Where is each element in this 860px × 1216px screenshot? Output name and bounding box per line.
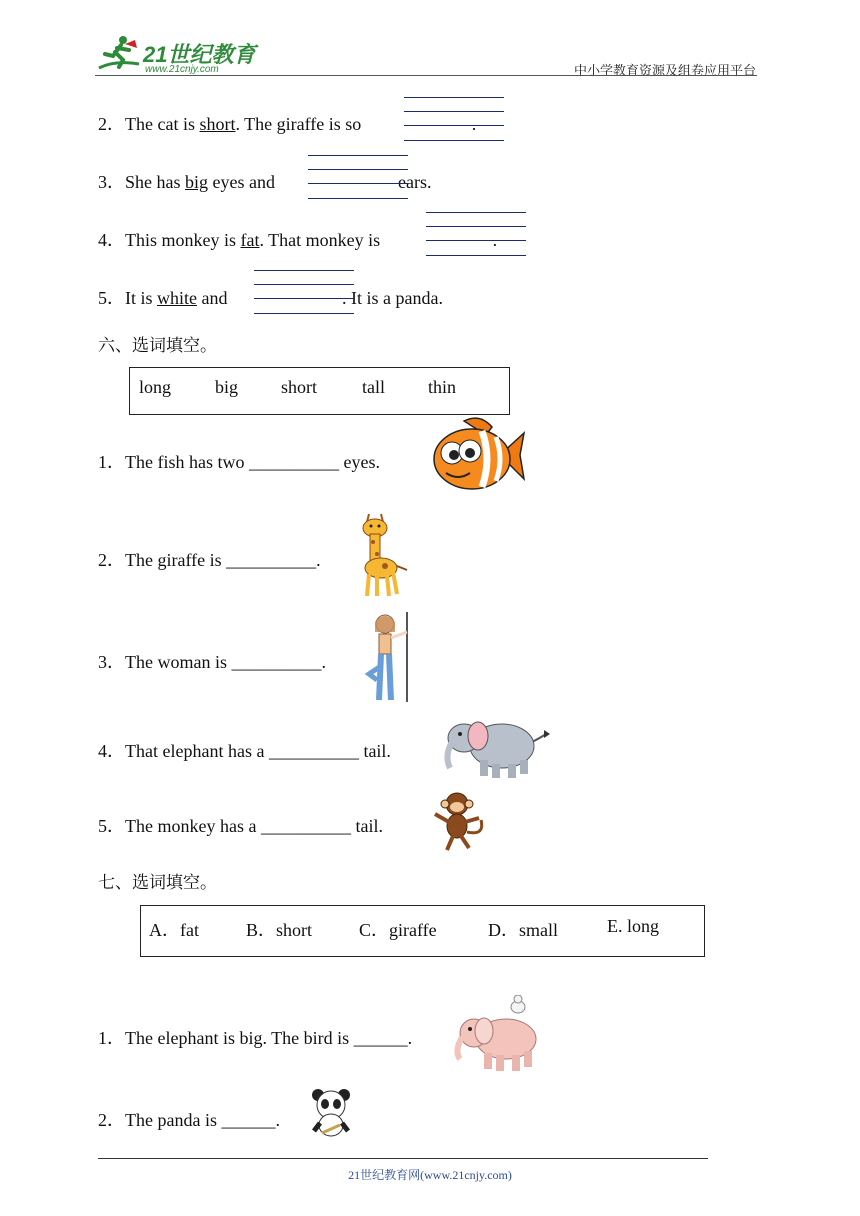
answer-blank-lines[interactable] <box>308 155 408 201</box>
footer-rule <box>98 1158 708 1159</box>
elephant-icon <box>440 712 550 780</box>
header-rule <box>95 75 757 76</box>
question-text: She has <box>125 172 185 192</box>
logo-text: 21世纪教育 <box>143 42 256 67</box>
question-text: This monkey is <box>125 230 241 250</box>
question-number: 1． <box>98 1028 125 1048</box>
part7-question-2 <box>98 1106 280 1132</box>
question-text: It is <box>125 288 158 308</box>
part6-question-3 <box>98 648 326 674</box>
question-text: The giraffe is __________. <box>125 550 321 570</box>
underlined-word: white <box>157 288 198 308</box>
question-text: . <box>492 230 498 250</box>
part6-question-1 <box>98 448 380 474</box>
word-bank-item: short <box>281 377 317 397</box>
section-7-title: 七、选词填空。 <box>98 873 217 893</box>
option-item: A．fat <box>149 920 199 940</box>
runner-logo-icon <box>95 34 141 74</box>
question-text: . It is a panda. <box>342 288 443 308</box>
question-number: 3． <box>98 652 125 672</box>
site-logo <box>95 34 265 78</box>
footer-text: 21世纪教育网(www.21cnjy.com) <box>348 1168 512 1182</box>
question-text: . <box>471 114 477 134</box>
section-6-title: 六、选词填空。 <box>98 336 217 356</box>
part6-question-2 <box>98 546 321 572</box>
option-item: E. long <box>607 916 659 936</box>
word-bank-item: big <box>215 377 239 397</box>
underlined-word: big <box>185 172 209 192</box>
monkey-icon <box>425 790 491 854</box>
question-text: The elephant is big. The bird is ______. <box>125 1028 413 1048</box>
question-number: 5． <box>98 288 125 308</box>
panda-icon <box>308 1087 354 1139</box>
word-bank-item: tall <box>362 377 385 397</box>
question-text: The panda is ______. <box>125 1110 280 1130</box>
clownfish-icon <box>430 415 526 497</box>
question-number: 3． <box>98 172 125 192</box>
part6-question-4 <box>98 737 391 763</box>
question-text: That elephant has a __________ tail. <box>125 741 391 761</box>
options-box <box>140 905 705 957</box>
question-number: 1． <box>98 452 125 472</box>
answer-blank-lines[interactable] <box>404 97 504 143</box>
answer-blank-lines[interactable] <box>426 212 526 258</box>
part6-question-5 <box>98 812 383 838</box>
question-text: ears. <box>393 172 432 192</box>
question-text: eyes and <box>208 172 280 192</box>
part7-question-1 <box>98 1024 412 1050</box>
underlined-word: fat <box>240 230 260 250</box>
header-tagline: 中小学教育资源及组卷应用平台 <box>573 64 756 79</box>
elephant-bird-icon <box>452 995 544 1073</box>
question-number: 2． <box>98 114 125 134</box>
giraffe-icon <box>355 510 413 600</box>
question-text: . That monkey is <box>259 230 385 250</box>
question-text: The cat is <box>125 114 200 134</box>
word-bank-item: long <box>139 377 172 397</box>
answer-blank-lines[interactable] <box>254 270 354 316</box>
woman-icon <box>363 610 413 704</box>
question-text: and <box>197 288 233 308</box>
question-text: The woman is __________. <box>125 652 326 672</box>
question-text: . The giraffe is so <box>235 114 366 134</box>
word-bank-item: thin <box>428 377 457 397</box>
question-number: 2． <box>98 550 125 570</box>
question-number: 5． <box>98 816 125 836</box>
question-number: 4． <box>98 741 125 761</box>
question-number: 2． <box>98 1110 125 1130</box>
option-item: D．small <box>488 920 558 940</box>
question-text: The monkey has a __________ tail. <box>125 816 383 836</box>
option-item: C．giraffe <box>359 920 437 940</box>
word-bank-box <box>129 367 510 415</box>
underlined-word: short <box>199 114 236 134</box>
question-number: 4． <box>98 230 125 250</box>
option-item: B．short <box>246 920 313 940</box>
logo-url: www.21cnjy.com <box>145 64 219 75</box>
question-text: The fish has two __________ eyes. <box>125 452 380 472</box>
